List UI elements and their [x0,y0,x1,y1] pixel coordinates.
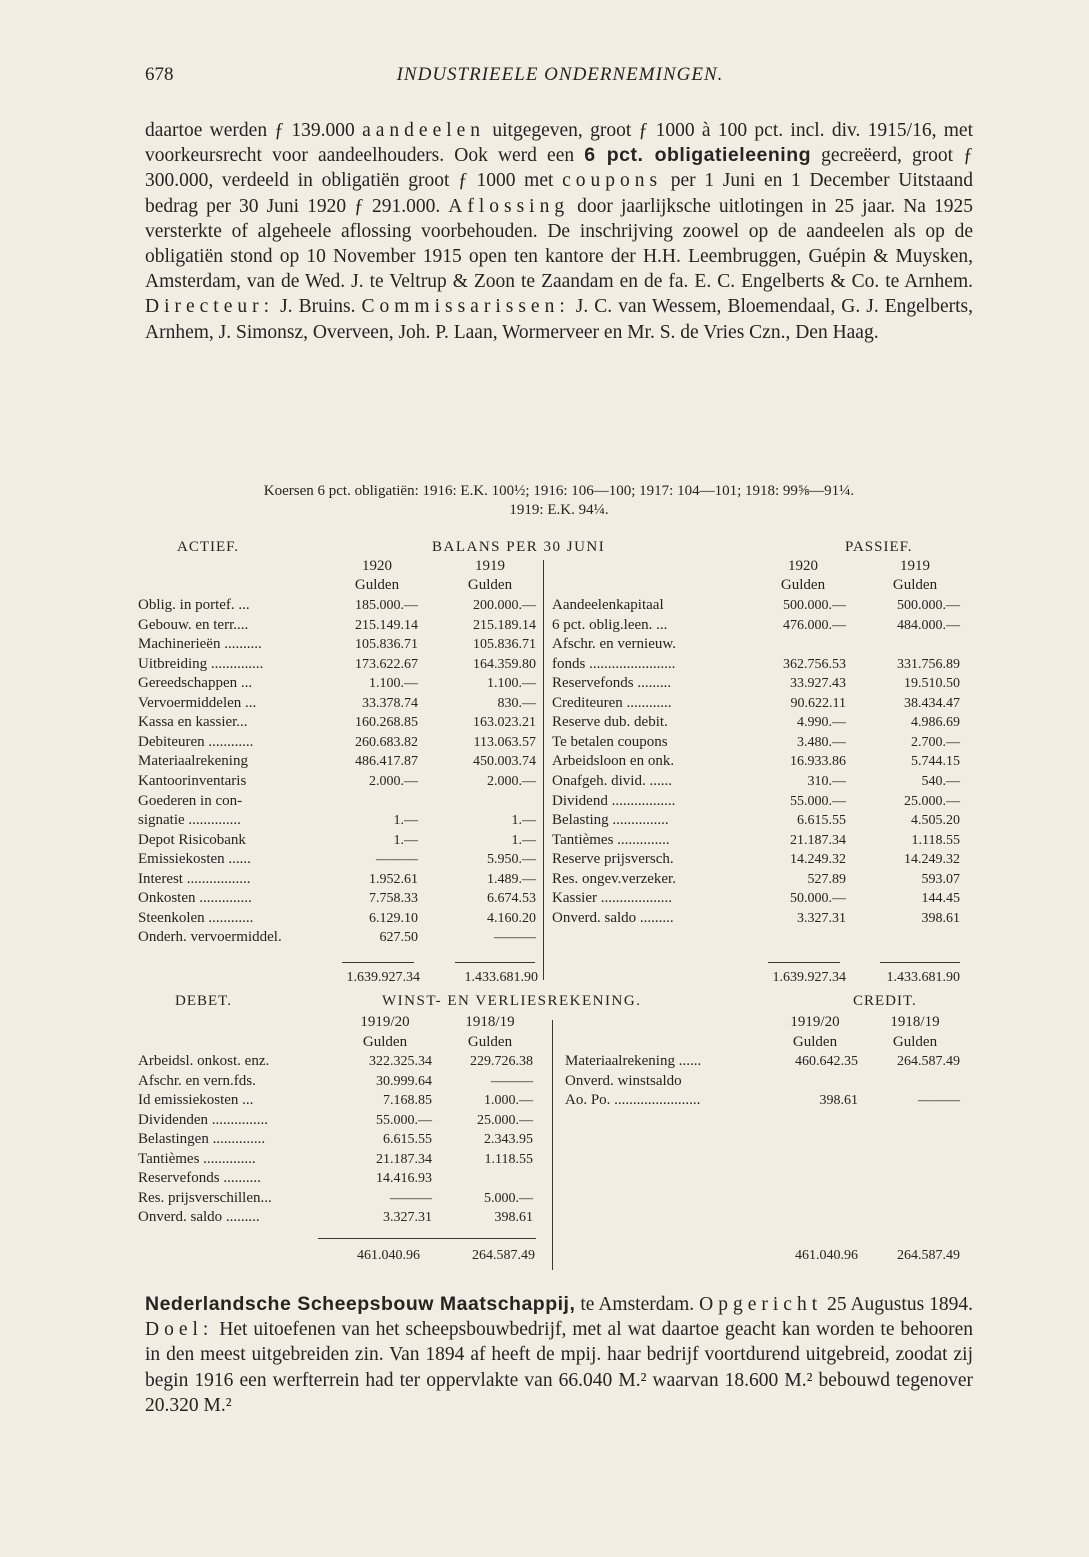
row-value: 33.927.43 [790,676,846,692]
row-value: 229.726.38 [470,1054,533,1069]
row-label: fonds ....................... [552,655,676,672]
row-value: 90.622.11 [790,695,846,711]
row-value: 450.003.74 [473,754,536,770]
row-value: 527.89 [807,871,846,887]
row-label: Materiaalrekening ...... [565,1053,702,1069]
row-value: 14.249.32 [904,852,960,868]
column-divider [552,1020,553,1270]
row-value: 322.325.34 [369,1054,432,1069]
spaced-term: Directeur: [145,296,275,318]
spaced-term: aandeelen [362,120,486,141]
spaced-term: Commissarissen: [361,296,570,318]
row-value: 398.61 [921,910,960,926]
row-value: 6.615.55 [383,1132,432,1148]
row-value: 215.149.14 [355,617,418,633]
row-value: 1.— [511,813,536,829]
row-label: Arbeidsl. onkost. enz. [138,1053,270,1069]
running-title: INDUSTRIEELE ONDERNEMINGEN. [396,64,724,85]
row-label: Te betalen coupons [552,733,668,750]
credit-label: CREDIT. [853,993,917,1009]
row-label: Res. prijsverschillen... [138,1189,272,1206]
row-label: Emissiekosten ...... [138,851,251,868]
row-value: 398.61 [819,1093,858,1109]
row-label: Belastingen .............. [138,1131,266,1148]
row-value: 30.999.64 [376,1073,432,1089]
row-value: 486.417.87 [355,754,418,770]
row-value: 16.933.86 [790,754,846,770]
nsm-paragraph: Nederlandsche Scheepsbouw Maatschappij, te Amsterdam. Opgericht 25 Augustus 1894. Doel: Het uitoefenen van het scheepsbouwbedrijf, met al wat daartoe geacht kan worden te behooren in den meest uitgebreiden zin. Van 1894 af heeft de mpij. haar bedrijf voortdurend uitgebreid, zoodat zij begin 1916 een werfterrein had ter oppervlakte van 66.040 M.² waarvan 18.600 M.² bebouwd tegenover 20.320 M.² [145,1293,973,1416]
row-value: 1.100.— [487,676,536,692]
passief-label: PASSIEF. [845,539,913,555]
row-label: Onverd. winstsaldo [565,1072,682,1089]
row-label: Reservefonds .......... [138,1170,261,1187]
row-value: 6.615.55 [797,813,846,829]
total-credit-1919: 264.587.49 [897,1248,960,1263]
row-label: Dividenden ............... [138,1111,268,1128]
row-label: Ao. Po. ....................... [565,1092,701,1109]
row-value: 21.187.34 [376,1151,432,1167]
row-value: 1.952.61 [369,871,418,887]
row-label: Dividend ................. [552,792,676,809]
row-value: 163.023.21 [473,715,536,731]
row-label: 6 pct. oblig.leen. ... [552,616,668,633]
total-passief-1920: 1.639.927.34 [772,970,846,985]
row-label: Gebouw. en terr.... [138,616,249,633]
unit-header: Gulden [362,1034,408,1050]
row-label: signatie .............. [138,812,241,829]
row-value: 160.268.85 [355,715,418,731]
row-value: 3.327.31 [797,910,846,926]
row-label: Crediteuren ............ [552,694,672,711]
row-label: Machinerieën .......... [138,636,262,653]
unit-header: Gulden [467,1034,513,1050]
year-header: 1918/19 [465,1014,515,1030]
year-header: 1920 [788,558,818,574]
row-value: ——— [494,930,536,946]
row-label: Kantoorinventaris [138,772,247,789]
row-value: 1.— [393,832,418,848]
row-value: 484.000.— [897,617,960,633]
row-value: 830.— [497,695,536,711]
row-value: ——— [491,1073,533,1089]
row-value: 3.327.31 [383,1210,432,1226]
row-label: Tantièmes .............. [552,831,670,848]
company-name: Nederlandsche Scheepsbouw Maatschappij, [145,1293,576,1315]
year-header: 1919/20 [790,1014,840,1030]
row-value: 4.505.20 [911,813,960,829]
row-label: Vervoermiddelen ... [138,694,257,711]
row-value: 38.434.47 [904,695,960,711]
unit-header: Gulden [780,577,826,593]
balance-title: BALANS PER 30 JUNI [432,539,606,555]
spaced-term: Opgericht [699,1294,823,1315]
row-label: Tantièmes .............. [138,1150,256,1167]
unit-header: Gulden [892,577,938,593]
row-label: Oblig. in portef. ... [138,597,250,613]
row-value: 4.160.20 [487,910,536,926]
row-value: 264.587.49 [897,1054,960,1069]
row-value: 105.836.71 [355,637,418,653]
total-debet-1920: 461.040.96 [357,1248,420,1263]
row-value: 144.45 [921,891,960,907]
row-label: Debiteuren ............ [138,733,254,750]
row-value: 5.950.— [487,852,536,868]
row-value: 7.758.33 [369,891,418,907]
row-value: 21.187.34 [790,832,846,848]
row-value: 2.000.— [487,773,536,789]
row-value: 33.378.74 [362,695,418,711]
row-value: 2.700.— [911,734,960,750]
row-value: 19.510.50 [904,676,960,692]
row-value: 25.000.— [477,1112,533,1128]
year-header: 1919 [475,558,505,574]
intro-paragraph: daartoe werden ƒ 139.000 aandeelen uitgegeven, groot ƒ 1000 à 100 pct. incl. div. 1915/16, met voorkeursrecht voor aandeelhouders. Ook werd een 6 pct. obligatieleening gecreëerd, groot ƒ 300.000, verdeeld in obligatiën groot ƒ 1000 met coupons per 1 Juni en 1 December Uitstaand bedrag per 30 Juni 1920 ƒ 291.000. Aflossing door jaarlijksche uitlotingen in 25 jaar. Na 1925 versterkte of algeheele aflossing voorbehouden. De inschrijving zoowel op de aandeelen als op de obligatiën stond op 10 November 1915 open ten kantore der H.H. Leembruggen, Guépin & Muysken, Amsterdam, van de Wed. J. te Veltrup & Zoon te Zaandam en de fa. E. C. Engelberts & Co. te Arnhem. Directeur: J. Bruins. Commissarissen: J. C. van Wessem, Bloemendaal, G. J. Engelberts, Arnhem, J. Simonsz, Overveen, Joh. P. Laan, Wormerveer en Mr. S. de Vries Czn., Den Haag. [145,120,974,343]
row-label: Onkosten .............. [138,890,252,907]
row-value: 2.000.— [369,773,418,789]
koersen-line: Koersen 6 pct. obligatiën: 1916: E.K. 100½; 1916: 106—100; 1917: 104—101; 1918: 99⅝—91¼. 1919: E.K. 94¼. [263,483,855,518]
row-label: Afschr. en vernieuw. [552,636,676,653]
total-rule [318,1238,536,1239]
row-value: 55.000.— [790,793,846,809]
row-value: 627.50 [379,930,418,946]
total-actief-1920: 1.639.927.34 [346,970,420,985]
row-value: 1.489.— [487,871,536,887]
row-label: Res. ongev.verzeker. [552,870,676,887]
pl-title: WINST- EN VERLIESREKENING. [382,993,642,1009]
row-value: 460.642.35 [795,1054,858,1069]
row-value: 310.— [807,773,846,789]
row-value: 6.129.10 [369,910,418,926]
row-label: Goederen in con- [138,792,243,809]
row-value: 331.756.89 [897,656,960,672]
row-label: Materiaalrekening [138,753,248,770]
row-value: 55.000.— [376,1112,432,1128]
row-label: Onverd. saldo ......... [138,1209,260,1226]
row-value: 200.000.— [473,598,536,613]
row-label: Id emissiekosten ... [138,1092,254,1109]
row-value: 593.07 [921,871,960,887]
row-value: 113.063.57 [473,734,536,750]
row-label: Gereedschappen ... [138,675,253,692]
row-value: 105.836.71 [473,637,536,653]
row-value: 500.000.— [897,598,960,613]
row-value: 398.61 [494,1210,533,1226]
row-value: 476.000.— [783,617,846,633]
unit-header: Gulden [467,577,513,593]
row-label: Belasting ............... [552,812,669,829]
row-value: ——— [390,1190,432,1206]
row-value: ——— [918,1093,960,1109]
row-label: Kassa en kassier... [138,714,248,731]
row-value: 173.622.67 [355,656,418,672]
row-label: Steenkolen ............ [138,909,254,926]
row-value: 50.000.— [790,891,846,907]
row-label: Kassier ................... [552,890,672,907]
year-header: 1919/20 [360,1014,410,1030]
row-value: 3.480.— [797,734,846,750]
row-value: 7.168.85 [383,1093,432,1109]
row-value: 215.189.14 [473,617,536,633]
year-header: 1918/19 [890,1014,940,1030]
total-actief-1919: 1.433.681.90 [464,970,538,985]
row-value: 4.990.— [797,715,846,731]
row-label: Reserve dub. debit. [552,714,668,731]
row-value: 540.— [921,773,960,789]
row-value: 1.000.— [484,1093,533,1109]
row-label: Onverd. saldo ......... [552,909,674,926]
row-value: 5.744.15 [911,754,960,770]
row-value: 5.000.— [484,1190,533,1206]
spaced-term: Doel: [145,1319,214,1341]
row-label: Afschr. en vern.fds. [138,1072,256,1089]
spaced-term: coupons [562,170,663,192]
year-header: 1919 [900,558,930,574]
row-value: 6.674.53 [487,891,536,907]
row-label: Onafgeh. divid. ...... [552,772,672,789]
row-label: Arbeidsloon en onk. [552,753,675,770]
row-label: Depot Risicobank [138,831,246,848]
row-value: ——— [376,852,418,868]
row-value: 260.683.82 [355,734,418,750]
year-header: 1920 [362,558,392,574]
bold-term: 6 pct. obligatieleening [584,144,812,167]
total-credit-1920: 461.040.96 [795,1248,858,1263]
row-label: Aandeelenkapitaal [552,597,664,613]
unit-header: Gulden [792,1034,838,1050]
row-label: Reserve prijsversch. [552,851,674,868]
row-label: Uitbreiding .............. [138,655,264,672]
row-value: 1.118.55 [911,832,960,848]
debet-label: DEBET. [175,993,232,1009]
row-value: 14.249.32 [790,852,846,868]
row-value: 2.343.95 [484,1132,533,1148]
row-value: 185.000.— [355,598,418,613]
row-value: 500.000.— [783,598,846,613]
row-label: Interest ................. [138,870,251,887]
row-value: 14.416.93 [376,1171,432,1187]
row-value: 362.756.53 [783,656,846,672]
row-value: 25.000.— [904,793,960,809]
row-value: 164.359.80 [473,656,536,672]
row-value: 4.986.69 [911,715,960,731]
spaced-term: Aflossing [448,195,570,217]
total-passief-1919: 1.433.681.90 [886,970,960,985]
actief-label: ACTIEF. [177,539,240,555]
row-label: Onderh. vervoermiddel. [138,929,282,946]
unit-header: Gulden [892,1034,938,1050]
unit-header: Gulden [354,577,400,593]
row-label: Reservefonds ......... [552,675,672,692]
row-value: 1.— [511,832,536,848]
row-value: 1.100.— [369,676,418,692]
total-debet-1919: 264.587.49 [472,1248,535,1263]
page-number: 678 [145,64,174,85]
row-value: 1.— [393,813,418,829]
row-value: 1.118.55 [484,1151,533,1167]
